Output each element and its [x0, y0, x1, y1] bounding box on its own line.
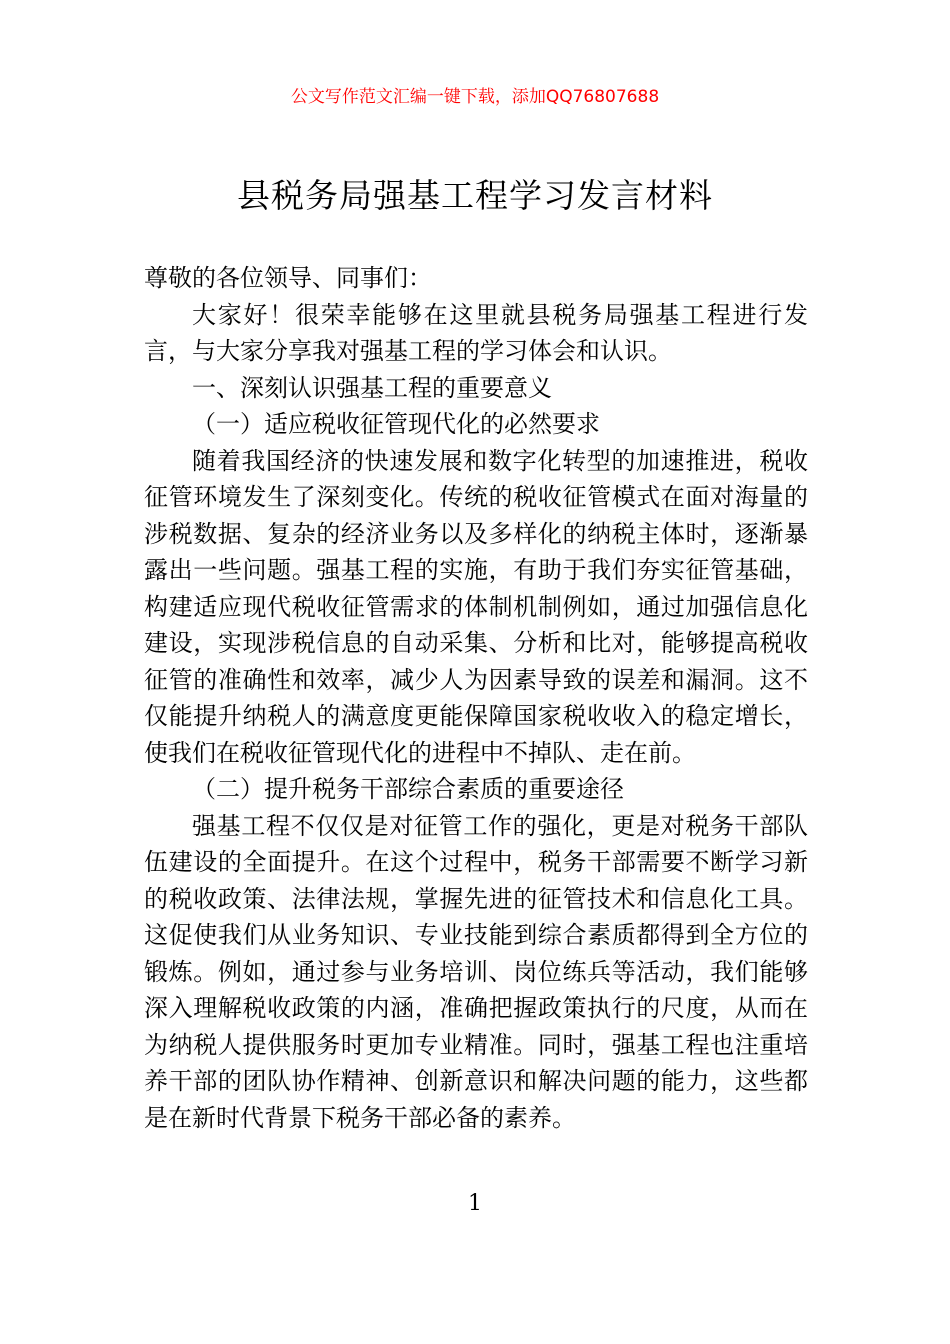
subsection-heading-1: （一）适应税收征管现代化的必然要求	[192, 410, 600, 438]
paragraph-body: 随着我国经济的快速发展和数字化转型的加速推进，税收征管环境发生了深刻变化。传统的税收征管模式在面对海量的涉税数据、复杂的经济业务以及多样化的纳税主体时，逐渐暴露出一些问题。强基工程的实施，有助于我们夯实征管基础，构建适应现代税收征管需求的体制机制例如，通过加强信息化建设，实现涉税信息的自动采集、分析和比对，能够提高税收征管的准确性和效率，减少人为因素导致的误差和漏洞。这不仅能提升纳税人的满意度更能保障国家税收收入的稳定增长，使我们在税收征管现代化的进程中不掉队、走在前。	[144, 446, 808, 767]
paragraph-opening: 大家好！很荣幸能够在这里就县税务局强基工程进行发言，与大家分享我对强基工程的学习体会和认识。	[144, 300, 808, 365]
section-heading-1: 一、深刻认识强基工程的重要意义	[192, 373, 552, 402]
paragraph-body: 强基工程不仅仅是对征管工作的强化，更是对税务干部队伍建设的全面提升。在这个过程中，税务干部需要不断学习新的税收政策、法律法规，掌握先进的征管技术和信息化工具。这促使我们从业务知识、专业技能到综合素质都得到全方位的锻炼。例如，通过参与业务培训、岗位练兵等活动，我们能够深入理解税收政策的内涵，准确把握政策执行的尺度，从而在为纳税人提供服务时更加专业精准。同时，强基工程也注重培养干部的团队协作精神、创新意识和解决问题的能力，这些都是在新时代背景下税务干部必备的素养。	[144, 811, 808, 1132]
salutation: 尊敬的各位领导、同事们：	[144, 264, 432, 292]
document-body	[144, 260, 808, 1136]
subsection-heading-2: （二）提升税务干部综合素质的重要途径	[192, 775, 624, 803]
download-banner: 公文写作范文汇编一键下载，添加QQ76807688	[290, 87, 660, 107]
document-title: 县税务局强基工程学习发言材料	[237, 176, 713, 215]
page-number: 1	[468, 1191, 482, 1216]
